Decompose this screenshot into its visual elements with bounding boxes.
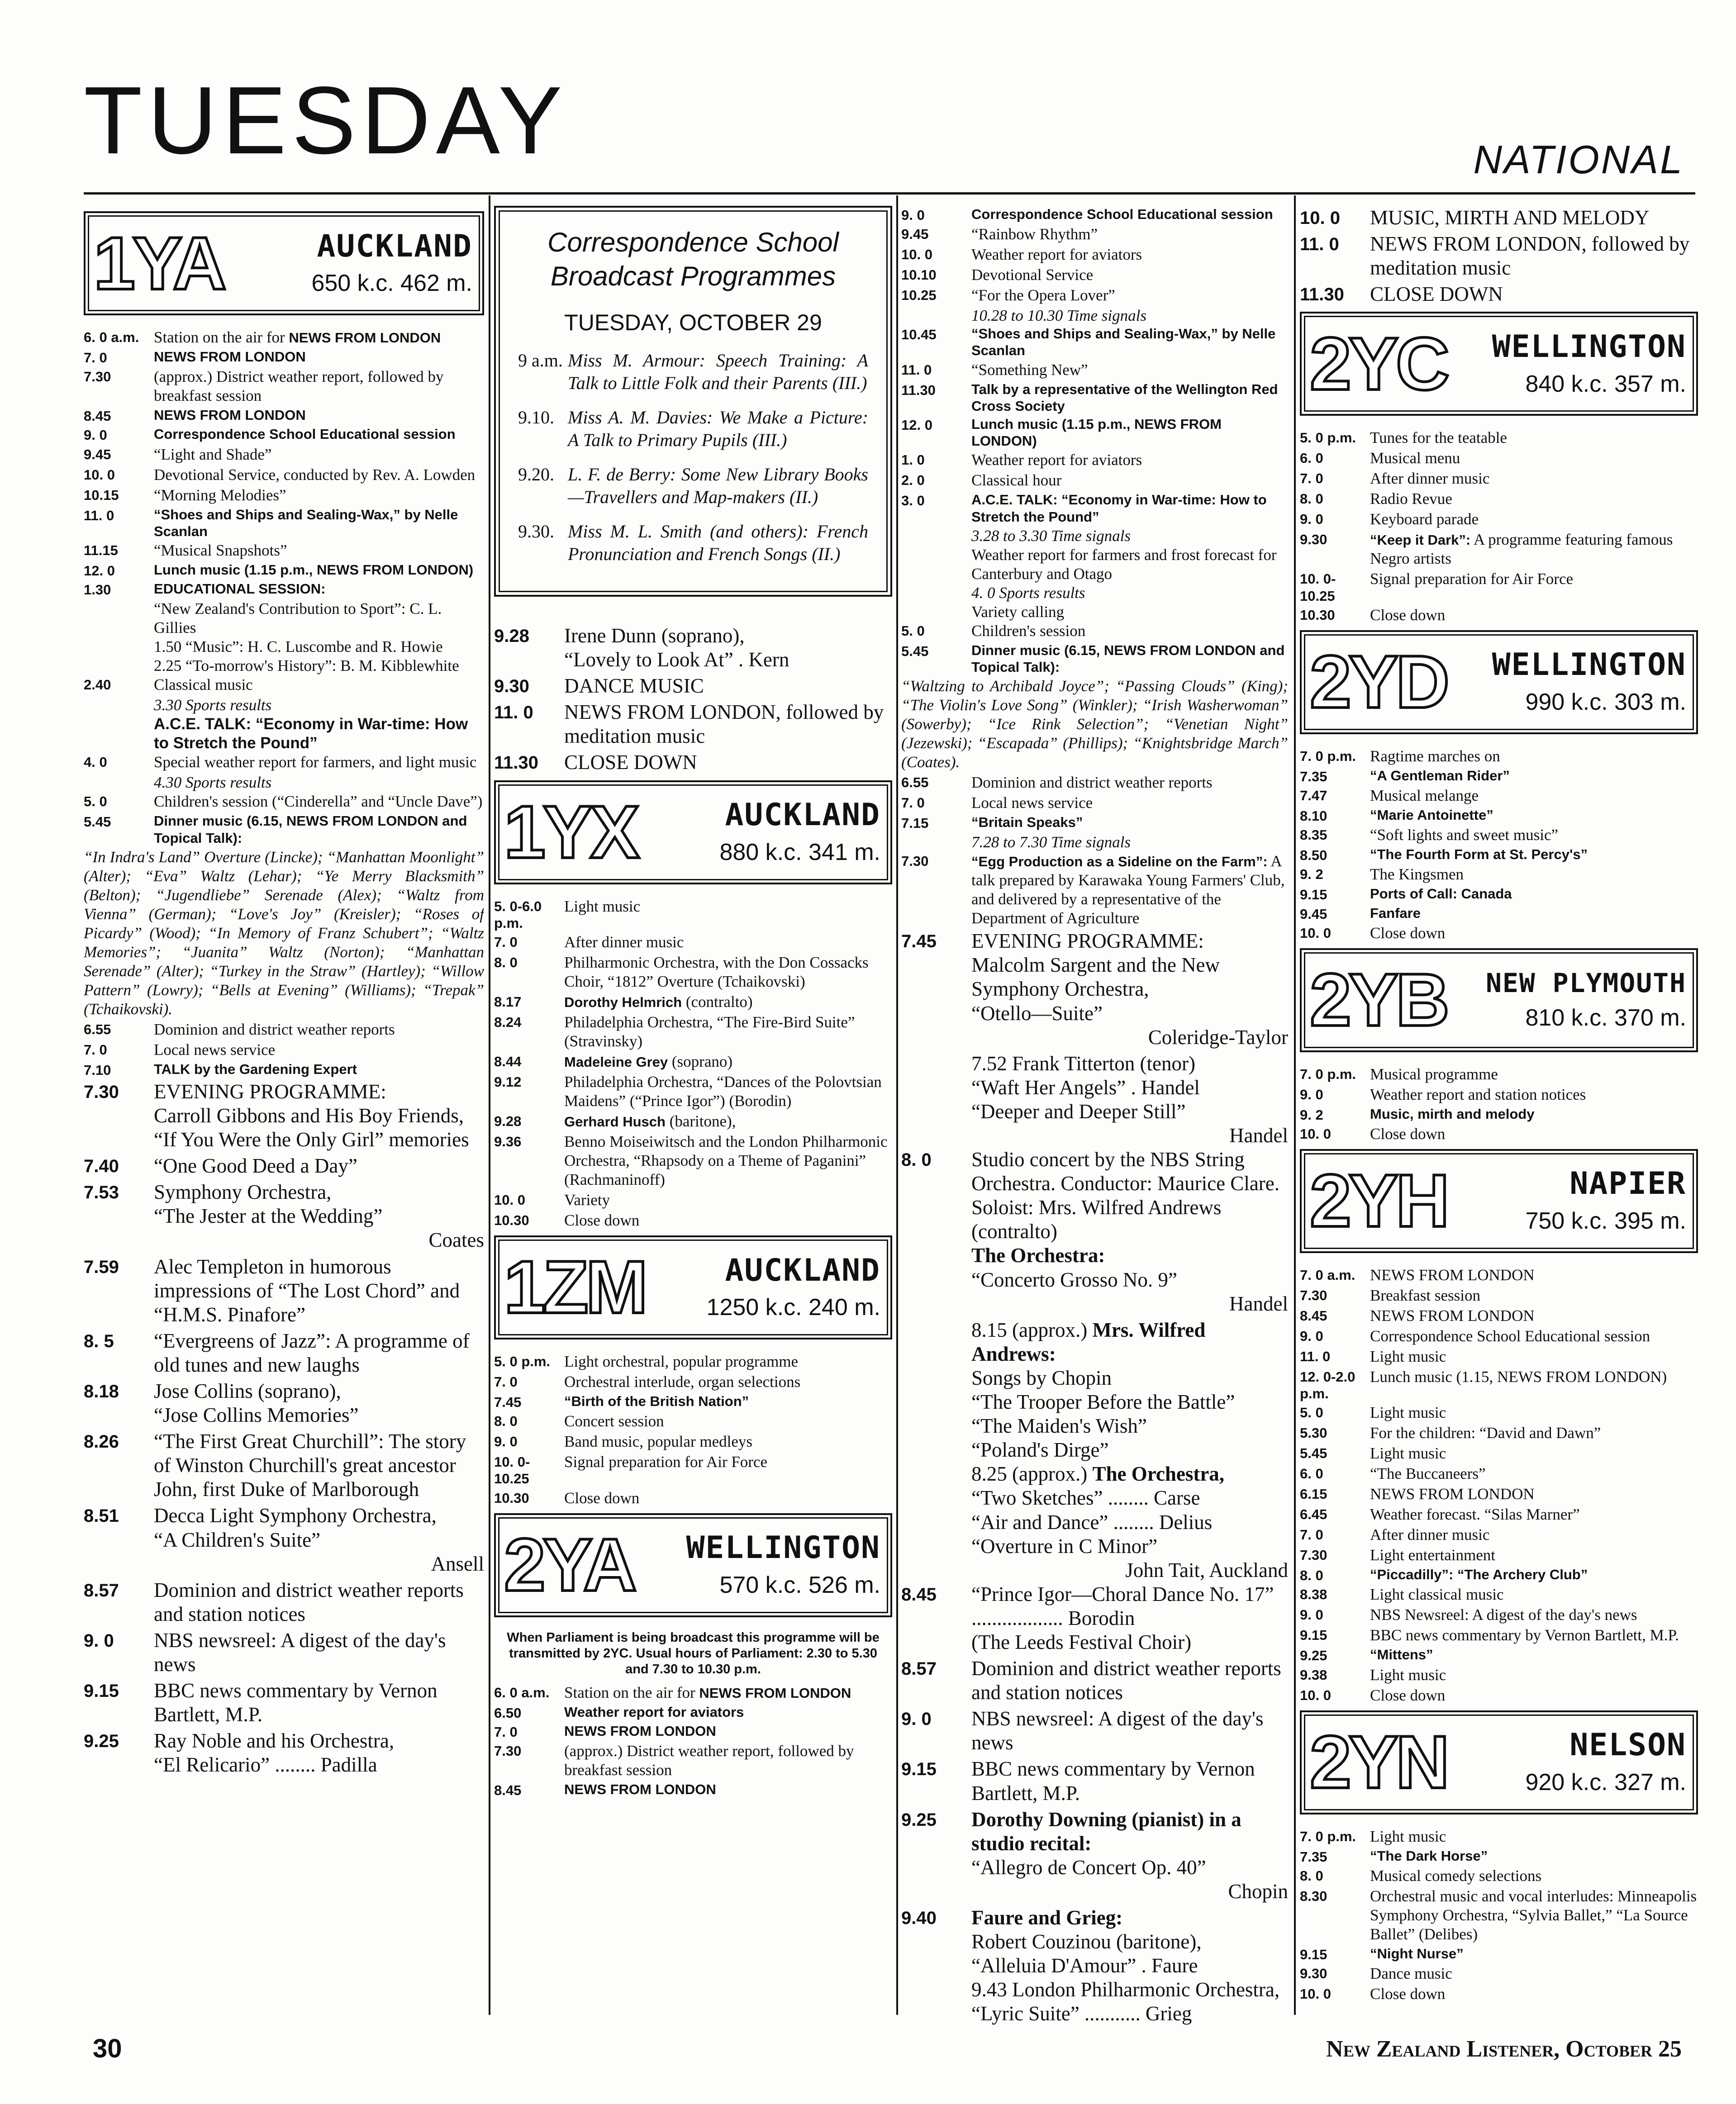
programme-item: 9.15 “Night Nurse”: [1300, 1945, 1464, 1962]
programme-item: 9. 2 The Kingsmen: [1300, 865, 1464, 883]
programme-item: 10. 0-10.25 Signal preparation for Air Force: [1300, 570, 1574, 604]
publication-footer: New Zealand Listener, October 25: [1326, 2036, 1682, 2062]
station-logo: 2YB: [1310, 958, 1447, 1042]
column-3: [901, 206, 1288, 2028]
programme-item: 10. 0 Close down: [1300, 1686, 1446, 1704]
programme-item: 10.30 Close down: [494, 1489, 640, 1507]
programme-item: 8.38 Light classical music: [1300, 1586, 1504, 1604]
programme-item: 7. 0 NEWS FROM LONDON: [84, 349, 306, 366]
programme-item: 9. 0 NBS Newsreel: A digest of the day's news: [1300, 1606, 1637, 1624]
programme-item: 10. 0 Close down: [1300, 924, 1446, 942]
evening-subitem: “Air and Dance” ........ Delius: [971, 1510, 1213, 1534]
column-divider: [489, 195, 490, 2015]
programme-item: 7. 0 NEWS FROM LONDON: [494, 1723, 716, 1740]
evening-subitem: John Tait, Auckland: [1125, 1558, 1288, 1582]
programme-item: 8.10 “Marie Antoinette”: [1300, 807, 1493, 824]
lesson-row: 9.10. Miss A. M. Davies: We Make a Picture: A Talk to Primary Pupils (III.): [518, 407, 868, 450]
evening-item: 7.40 “One Good Deed a Day”: [84, 1154, 357, 1178]
station-frequency: 570 k.c. 526 m.: [719, 1572, 880, 1598]
programme-subitem: 7.28 to 7.30 Time signals: [971, 833, 1131, 851]
evening-subitem: “The Maiden's Wish”: [971, 1415, 1147, 1438]
column-1: [84, 206, 484, 1780]
lesson-row: 9 a.m. Miss M. Armour: Speech Training: A Talk to Little Folk and their Parents (III.): [518, 350, 868, 393]
correspondence-school-box: [494, 206, 892, 597]
evening-item: 7.53 Symphony Orchestra, “The Jester at the Wedding” Coates: [84, 1181, 484, 1252]
programme-item: 7. 0 After dinner music: [494, 933, 684, 951]
programme-item: 7.47 Musical melange: [1300, 786, 1479, 804]
programme-item: 7.30 (approx.) District weather report, followed by breakfast session: [84, 368, 444, 405]
programme-item: 8. 0 Radio Revue: [1300, 490, 1452, 508]
programme-item: 2. 0 Classical hour: [901, 471, 1062, 489]
programme-item: 7.45 “Birth of the British Nation”: [494, 1393, 749, 1410]
station-header-2ya: [494, 1513, 892, 1617]
station-logo: 1ZM: [504, 1245, 645, 1329]
programme-item: 7. 0 p.m. Musical programme: [1300, 1065, 1498, 1083]
box-date: TUESDAY, OCTOBER 29: [564, 310, 822, 335]
programme-item: 7. 0 After dinner music: [1300, 470, 1490, 488]
programme-item: 8.50 “The Fourth Form at St. Percy's”: [1300, 846, 1588, 864]
programme-item: 9. 0 Keyboard parade: [1300, 510, 1479, 528]
station-city: AUCKLAND: [317, 228, 472, 264]
evening-item: 9.28 Irene Dunn (soprano), “Lovely to Look At” . Kern: [494, 624, 790, 671]
programme-subitem: Weather report for farmers and frost forecast for Canterbury and Otago: [971, 546, 1277, 583]
evening-subitem: 7.52 Frank Titterton (tenor): [971, 1052, 1195, 1075]
station-frequency: 990 k.c. 303 m.: [1525, 689, 1686, 716]
programme-subitem: 3.28 to 3.30 Time signals: [971, 527, 1131, 545]
station-city: WELLINGTON: [1492, 328, 1686, 365]
programme-item: 8.45 NEWS FROM LONDON: [494, 1781, 716, 1798]
programme-item: 6.45 Weather forecast. “Silas Marner”: [1300, 1506, 1580, 1524]
programme-item: 7. 0 Local news service: [901, 794, 1093, 812]
programme-item: 7. 0 After dinner music: [1300, 1526, 1490, 1544]
programme-item: 9.12 Philadelphia Orchestra, “Dances of the Polovtsian Maidens” (“Prince Igor”) (Borodin): [494, 1073, 882, 1110]
programme-item: 8.45 NEWS FROM LONDON: [84, 407, 306, 424]
evening-item: 9. 0 NBS newsreel: A digest of the day's news: [901, 1707, 1264, 1754]
station-frequency: 920 k.c. 327 m.: [1525, 1769, 1686, 1796]
programme-item: 7. 0 a.m. NEWS FROM LONDON: [1300, 1266, 1535, 1284]
evening-item: 9.25 Ray Noble and his Orchestra, “El Relicario” ........ Padilla: [84, 1729, 395, 1776]
evening-item: 9. 0 NBS newsreel: A digest of the day's news: [84, 1629, 446, 1676]
evening-item: 8. 0 Studio concert by the NBS String Orchestra. Conductor: Maurice Clare. Soloist: Mrs. Wilfred Andrews (contralto) The Orchestra: “Concerto Grosso No. 9” Handel: [901, 1148, 1288, 1315]
programme-item: 8.17 Dorothy Helmrich (contralto): [494, 993, 753, 1011]
dinner-music-list: “In Indra's Land” Overture (Lincke); “Manhattan Moonlight” (Alter); “Eva” Waltz (Lehar); “Ye Merry Blacksmith” (Belton); “Jugendliebe” Serenade (Alex); “Waltz from Vienna” (German); “Love's Joy” (Kreisler); “Roses of Picardy” (Wood); “In Memory of Franz Schubert”; “Waltz Memories”; “Juanita” Waltz (Norton); “Manhattan Serenade” (Alter); “Turkey in the Straw” (Hartley); “Willow Pattern” (Lowry); “Bells at Evening” (Williams); “Trepak” (Tchaikovski).: [84, 848, 484, 1018]
box-title: Correspondence School Broadcast Programmes: [547, 227, 839, 291]
programme-item: 9.15 Ports of Call: Canada: [1300, 886, 1512, 903]
programme-item: 5. 0 p.m. Light orchestral, popular programme: [494, 1352, 799, 1370]
evening-item: 9.30 DANCE MUSIC: [494, 674, 704, 698]
programme-item: 10.30 Close down: [494, 1211, 640, 1229]
programme-item: 8.45 NEWS FROM LONDON: [1300, 1306, 1535, 1325]
station-logo: 2YH: [1310, 1159, 1447, 1243]
station-logo: 1YA: [94, 221, 224, 305]
programme-item: 9.45 “Rainbow Rhythm”: [901, 225, 1098, 243]
programme-item: 8.35 “Soft lights and sweet music”: [1300, 826, 1559, 844]
programme-item: 10. 0-10.25 Signal preparation for Air Force: [494, 1453, 768, 1487]
evening-subitem: Handel: [1229, 1124, 1288, 1147]
programme-item: 10. 0 Close down: [1300, 1125, 1446, 1143]
station-header-2yc: [1300, 312, 1698, 416]
programme-item: 8.30 Orchestral music and vocal interludes: Minneapolis Symphony Orchestra, “Sylvia Ballet,” “La Source Ballet” (Delibes): [1300, 1887, 1697, 1943]
programme-item: 6. 0 “The Buccaneers”: [1300, 1465, 1486, 1483]
programme-item: 5.45 Dinner music (6.15, NEWS FROM LONDON and Topical Talk):: [901, 642, 1285, 675]
programme-item: 9.38 Light music: [1300, 1666, 1446, 1684]
programme-item: 7. 0 p.m. Light music: [1300, 1827, 1446, 1845]
station-frequency: 880 k.c. 341 m.: [719, 839, 880, 865]
programme-item: 10.25 “For the Opera Lover”: [901, 286, 1115, 304]
evening-item: 8.26 “The First Great Churchill”: The story of Winston Churchill's great ancestor John, first Duke of Marlborough: [84, 1430, 466, 1501]
programme-subitem: Variety calling: [971, 603, 1065, 621]
programme-item: 5. 0 Children's session: [901, 622, 1086, 640]
programme-item: 10.10 Devotional Service: [901, 266, 1094, 284]
evening-item: 9.15 BBC news commentary by Vernon Bartlett, M.P.: [84, 1679, 438, 1726]
programme-item: 9.15 BBC news commentary by Vernon Bartlett, M.P.: [1300, 1626, 1679, 1644]
evening-item: 8.51 Decca Light Symphony Orchestra, “A Children's Suite” Ansell: [84, 1504, 484, 1575]
station-city: NELSON: [1570, 1727, 1686, 1763]
evening-subitem: Songs by Chopin: [971, 1366, 1112, 1389]
programme-item: 7.30 Breakfast session: [1300, 1286, 1480, 1304]
programme-item: 8. 0 Philharmonic Orchestra, with the Don Cossacks Choir, “1812” Overture (Tchaikovski): [494, 953, 869, 990]
station-header-2yb: [1300, 948, 1698, 1052]
station-logo: 2YC: [1310, 322, 1447, 405]
programme-item: 4. 0 Special weather report for farmers, and light music: [84, 753, 477, 771]
station-header-2yn: [1300, 1710, 1698, 1814]
programme-item: 6. 0 a.m. Station on the air for NEWS FROM LONDON: [494, 1683, 851, 1701]
programme-item: 7. 0 p.m. Ragtime marches on: [1300, 747, 1500, 765]
column-divider: [896, 195, 898, 2015]
station-city: NAPIER: [1570, 1166, 1686, 1202]
lesson-row: 9.30. Miss M. L. Smith (and others): French Pronunciation and French Songs (II.): [518, 521, 868, 564]
programme-item: 5. 0 Children's session (“Cinderella” and “Uncle Dave”): [84, 793, 483, 811]
evening-item: 9.15 BBC news commentary by Vernon Bartlett, M.P.: [901, 1757, 1255, 1805]
evening-item: 8.57 Dominion and district weather reports and station notices: [84, 1578, 464, 1625]
station-city: AUCKLAND: [725, 797, 880, 833]
programme-subitem: “New Zealand's Contribution to Sport”: C. L. Gillies: [154, 600, 442, 637]
evening-item: 11. 0 NEWS FROM LONDON, followed by meditation music: [1300, 233, 1690, 280]
programme-item: 9.45 “Light and Shade”: [84, 445, 272, 463]
programme-item: 7. 0 Orchestral interlude, organ selections: [494, 1373, 801, 1391]
programme-item: 9.36 Benno Moiseiwitsch and the London Philharmonic Orchestra, “Rhapsody on a Theme of Paganini” (Rachmaninoff): [494, 1132, 888, 1188]
programme-item: 6.50 Weather report for aviators: [494, 1704, 744, 1721]
evening-item: 7.59 Alec Templeton in humorous impressions of “The Lost Chord” and “H.M.S. Pinafore”: [84, 1255, 460, 1326]
evening-subitem: “Deeper and Deeper Still”: [971, 1100, 1186, 1123]
column-divider: [1294, 195, 1296, 2015]
dinner-music-list: “Waltzing to Archibald Joyce”; “Passing Clouds” (King); “The Violin's Love Song” (Winkler); “Irish Washerwoman” (Sowerby); “Ice Rink Selection”; “Venetian Night” (Jezewski); “Escapada” (Phillips); “Knightsbridge March” (Coates).: [901, 677, 1288, 771]
programme-item: 9.45 Fanfare: [1300, 905, 1421, 922]
column-2: [494, 206, 892, 1800]
column-4: [1300, 206, 1698, 2005]
programme-item: 10. 0 Variety: [494, 1191, 610, 1209]
programme-item: 10. 0 Weather report for aviators: [901, 246, 1142, 264]
programme-item: 12. 0 Lunch music (1.15 p.m., NEWS FROM LONDON): [84, 561, 474, 579]
programme-item: 7.30 Light entertainment: [1300, 1546, 1495, 1564]
station-logo: 2YD: [1310, 640, 1447, 724]
programme-item: 11. 0 “Shoes and Ships and Sealing-Wax,” by Nelle Scanlan: [84, 506, 458, 539]
programme-item: 11.15 “Musical Snapshots”: [84, 541, 287, 559]
programme-item: 8. 0 “Piccadilly”: “The Archery Club”: [1300, 1567, 1588, 1584]
programme-item: 9.30 “Keep it Dark”: A programme featuring famous Negro artists: [1300, 531, 1673, 568]
station-header-1yx: [494, 780, 892, 884]
evening-subitem: “Waft Her Angels” . Handel: [971, 1076, 1200, 1099]
programme-item: 8. 0 Concert session: [494, 1412, 664, 1430]
programme-item: 9. 0 Correspondence School Educational session: [901, 206, 1273, 223]
evening-subitem: “Overture in C Minor”: [971, 1534, 1158, 1558]
evening-item: 8. 5 “Evergreens of Jazz”: A programme of old tunes and new laughs: [84, 1329, 470, 1376]
programme-item: 5.30 For the children: “David and Dawn”: [1300, 1424, 1601, 1442]
station-frequency: 840 k.c. 357 m.: [1525, 370, 1686, 397]
programme-item: 9.25 “Mittens”: [1300, 1647, 1433, 1664]
programme-item: 10.15 “Morning Melodies”: [84, 486, 286, 504]
evening-subitem: “The Trooper Before the Battle”: [971, 1391, 1235, 1414]
header-rule: [84, 192, 1695, 195]
programme-subitem: 2.25 “To-morrow's History”: B. M. Kibblewhite: [154, 657, 459, 675]
station-city: WELLINGTON: [1492, 647, 1686, 683]
evening-item: 9.40 Faure and Grieg: Robert Couzinou (baritone), “Alleluia D'Amour” . Faure 9.43 London Philharmonic Orchestra, “Lyric Suite” ........... Grieg: [901, 1906, 1280, 2025]
page-number: 30: [93, 2034, 122, 2063]
station-frequency: 650 k.c. 462 m.: [311, 270, 472, 297]
programme-item: 8. 0 Musical comedy selections: [1300, 1867, 1542, 1885]
programme-subitem: 4. 0 Sports results: [971, 584, 1085, 602]
station-header-1zm: [494, 1235, 892, 1339]
programme-subitem: A.C.E. TALK: “Economy in War-time: How to Stretch the Pound”: [154, 715, 468, 752]
programme-item: 7.15 “Britain Speaks”: [901, 814, 1083, 831]
programme-item: 10.30 Close down: [1300, 606, 1446, 624]
programme-item: 9. 2 Music, mirth and melody: [1300, 1106, 1535, 1123]
evening-item: 7.30 EVENING PROGRAMME: Carroll Gibbons and His Boy Friends, “If You Were the Only Girl” memories: [84, 1080, 469, 1151]
programme-item: 6.55 Dominion and district weather reports: [901, 774, 1213, 792]
programme-item: 11. 0 Light music: [1300, 1347, 1446, 1365]
station-city: NEW PLYMOUTH: [1485, 967, 1686, 998]
evening-item: 8.18 Jose Collins (soprano), “Jose Collins Memories”: [84, 1380, 359, 1427]
programme-item: 10. 0 Devotional Service, conducted by Rev. A. Lowden: [84, 465, 476, 484]
programme-subitem: 4.30 Sports results: [154, 774, 272, 792]
programme-item: 1.30 EDUCATIONAL SESSION:: [84, 581, 326, 598]
station-header-2yd: [1300, 630, 1698, 734]
evening-item: 11. 0 NEWS FROM LONDON, followed by meditation music: [494, 701, 884, 748]
programme-item: 9. 0 Weather report and station notices: [1300, 1085, 1586, 1103]
programme-item: 1. 0 Weather report for aviators: [901, 451, 1142, 469]
day-title: TUESDAY: [84, 66, 568, 174]
programme-item: 9.30 Dance music: [1300, 1965, 1452, 1982]
programme-item: 9. 0 Correspondence School Educational session: [1300, 1327, 1650, 1345]
network-label: NATIONAL: [1473, 137, 1684, 182]
programme-item: 10. 0 Close down: [1300, 1985, 1446, 2003]
station-header-1ya: [84, 211, 484, 315]
station-frequency: 1250 k.c. 240 m.: [706, 1294, 880, 1321]
programme-item: 9.28 Gerhard Husch (baritone),: [494, 1112, 736, 1130]
programme-subitem: 3.30 Sports results: [154, 696, 272, 714]
evening-subitem: 8.15 (approx.) Mrs. Wilfred Andrews:: [971, 1318, 1206, 1365]
programme-item: 8.44 Madeleine Grey (soprano): [494, 1052, 733, 1070]
evening-item: 8.45 “Prince Igor—Choral Dance No. 17” .................. Borodin (The Leeds Festival Choir): [901, 1582, 1274, 1653]
evening-item: 8.57 Dominion and district weather reports and station notices: [901, 1657, 1281, 1704]
station-header-2yh: [1300, 1149, 1698, 1253]
programme-item: 5. 0 Light music: [1300, 1404, 1446, 1422]
station-logo: 2YN: [1310, 1720, 1447, 1804]
programme-item: 11. 0 “Something New”: [901, 361, 1088, 379]
programme-item: 6. 0 a.m. Station on the air for NEWS FROM LONDON: [84, 328, 441, 346]
evening-subitem: “Poland's Dirge”: [971, 1439, 1109, 1462]
evening-item: 9.25 Dorothy Downing (pianist) in a studio recital: “Allegro de Concert Op. 40” Chopin: [901, 1808, 1288, 1903]
station-frequency: 810 k.c. 370 m.: [1525, 1004, 1686, 1031]
programme-item: 12. 0-2.0 p.m. Lunch music (1.15, NEWS FROM LONDON): [1300, 1368, 1667, 1402]
programme-item: 7.10 TALK by the Gardening Expert: [84, 1061, 357, 1078]
programme-item: 2.40 Classical music: [84, 676, 253, 694]
programme-item: 9. 0 Band music, popular medleys: [494, 1433, 753, 1451]
evening-subitem: “Two Sketches” ........ Carse: [971, 1487, 1200, 1510]
evening-item: 11.30 CLOSE DOWN: [494, 751, 697, 774]
programme-item: 7. 0 Local news service: [84, 1040, 276, 1059]
parliament-notice: When Parliament is being broadcast this programme will be transmitted by 2YC. Usual hours of Parliament: 2.30 to 5.30 and 7.30 to 10.30 p.m.: [507, 1630, 880, 1677]
programme-item: 5. 0 p.m. Tunes for the teatable: [1300, 429, 1507, 447]
programme-item: 12. 0 Lunch music (1.15 p.m., NEWS FROM LONDON): [901, 416, 1222, 449]
programme-item: 7.30 (approx.) District weather report, followed by breakfast session: [494, 1742, 854, 1779]
station-city: WELLINGTON: [686, 1530, 880, 1566]
programme-item: 7.30 “Egg Production as a Sideline on the Farm”: A talk prepared by Karawaka Young Farmers' Club, and delivered by a representative of the Department of Agriculture: [901, 852, 1285, 927]
programme-item: 6. 0 Musical menu: [1300, 449, 1460, 467]
programme-item: 8.24 Philadelphia Orchestra, “The Fire-Bird Suite” (Stravinsky): [494, 1013, 855, 1050]
programme-item: 6.55 Dominion and district weather reports: [84, 1020, 395, 1038]
station-logo: 1YX: [504, 790, 637, 874]
evening-item: 10. 0 MUSIC, MIRTH AND MELODY: [1300, 206, 1650, 229]
programme-item: 3. 0 A.C.E. TALK: “Economy in War-time: How to Stretch the Pound”: [901, 492, 1267, 525]
station-frequency: 750 k.c. 395 m.: [1525, 1208, 1686, 1235]
programme-subitem: 10.28 to 10.30 Time signals: [971, 307, 1146, 325]
evening-subitem: 8.25 (approx.) The Orchestra,: [971, 1463, 1225, 1486]
evening-item: 7.45 EVENING PROGRAMME: Malcolm Sargent and the New Symphony Orchestra, “Otello—Suite” Coleridge-Taylor: [901, 930, 1288, 1049]
programme-item: 7.35 “A Gentleman Rider”: [1300, 767, 1510, 784]
programme-item: 5. 0-6.0 p.m. Light music: [494, 897, 641, 931]
programme-item: 5.45 Dinner music (6.15, NEWS FROM LONDON and Topical Talk):: [84, 813, 467, 846]
programme-item: 7.35 “The Dark Horse”: [1300, 1848, 1488, 1865]
station-logo: 2YA: [504, 1523, 634, 1606]
lesson-row: 9.20. L. F. de Berry: Some New Library Books—Travellers and Map-makers (II.): [518, 464, 868, 507]
programme-subitem: 1.50 “Music”: H. C. Luscombe and R. Howie: [154, 638, 443, 656]
programme-item: 10.45 “Shoes and Ships and Sealing-Wax,” by Nelle Scanlan: [901, 326, 1276, 359]
evening-item: 11.30 CLOSE DOWN: [1300, 283, 1503, 306]
programme-item: 11.30 Talk by a representative of the Wellington Red Cross Society: [901, 381, 1278, 414]
programme-item: 5.45 Light music: [1300, 1444, 1446, 1463]
programme-item: 6.15 NEWS FROM LONDON: [1300, 1485, 1535, 1503]
station-city: AUCKLAND: [725, 1252, 880, 1288]
programme-item: 9. 0 Correspondence School Educational session: [84, 426, 456, 443]
